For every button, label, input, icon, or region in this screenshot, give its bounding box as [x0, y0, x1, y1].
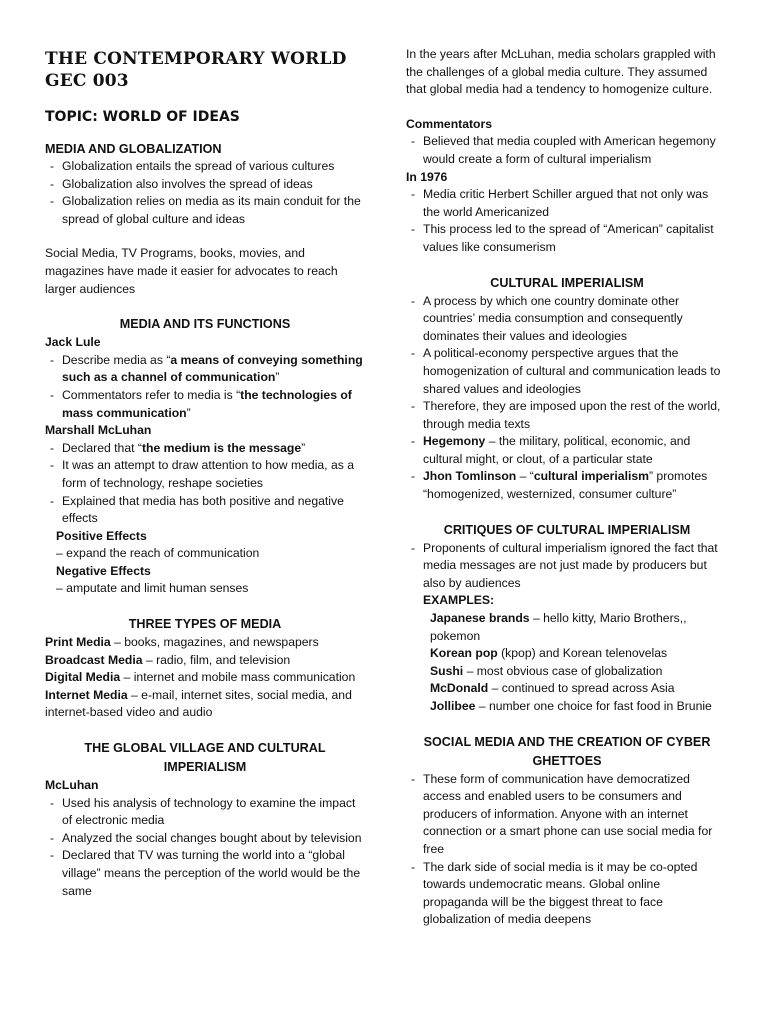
list-item: - Globalization entails the spread of various cultures: [45, 158, 365, 176]
list-item: - This process led to the spread of “American” capitalist values like consumerism: [406, 221, 728, 256]
list-item: - Media critic Herbert Schiller argued that not only was the world Americanized: [406, 186, 728, 221]
list-item: - Commentators refer to media is “the technologies of mass communication”: [45, 387, 365, 422]
example-japanese-brands: Japanese brands – hello kitty, Mario Brothers,, pokemon: [430, 611, 687, 643]
topic-heading: TOPIC: WORLD OF IDEAS: [45, 109, 240, 125]
in-1976-list: [406, 186, 728, 256]
author-jack-lule: Jack Lule: [45, 335, 101, 350]
example-korean-pop: Korean pop (kpop) and Korean telenovelas: [430, 646, 668, 661]
list-item: - Describe media as “a means of conveying something such as a channel of communication”: [45, 352, 365, 387]
section-heading-media-globalization: MEDIA AND GLOBALIZATION: [45, 142, 222, 156]
list-item: - Therefore, they are imposed upon the rest of the world, through media texts: [406, 398, 728, 433]
list-item: - Jhon Tomlinson – “cultural imperialism” promotes “homogenized, westernized, consumer culture”: [406, 468, 728, 503]
list-item: - Declared that “the medium is the message”: [45, 440, 365, 458]
digital-media: Digital Media – internet and mobile mass communication: [45, 670, 356, 685]
social-media-list: [406, 771, 728, 929]
list-item: - Analyzed the social changes bought about by television: [45, 830, 365, 848]
document-title: THE CONTEMPORARY WORLD GEC 003: [45, 49, 347, 91]
list-item: - The dark side of social media is it may be co-opted towards undemocratic means. Global online propaganda will be the biggest threat to face globalization of media deepens: [406, 859, 728, 929]
list-item: - Proponents of cultural imperialism ignored the fact that media messages are not just made by producers but also by audiences: [406, 540, 728, 593]
right-column: [406, 46, 728, 929]
example-mcdonald: McDonald – continued to spread across Asia: [430, 681, 675, 696]
section-heading-cultural-imperialism: CULTURAL IMPERIALISM: [490, 275, 644, 290]
positive-effects-text: – expand the reach of communication: [56, 546, 260, 561]
negative-effects-label: Negative Effects: [56, 563, 151, 578]
cultural-imperialism-list: [406, 293, 728, 504]
negative-effects-text: – amputate and limit human senses: [56, 581, 249, 596]
list-item: - These form of communication have democratized access and enabled users to be consumers and producers of information. Anyone with an internet connection or a smart phone can use social media for free: [406, 771, 728, 859]
intro-paragraph: In the years after McLuhan, media scholars grappled with the challenges of a global media culture. They assumed that global media had a tendency to homogenize culture.: [406, 47, 716, 97]
left-column: [45, 48, 365, 900]
list-item: - A political-economy perspective argues that the homogenization of cultural and communication leads to shared values and ideologies: [406, 345, 728, 398]
print-media: Print Media – books, magazines, and newspapers: [45, 635, 319, 650]
broadcast-media: Broadcast Media – radio, film, and television: [45, 652, 291, 667]
section-heading-media-functions: MEDIA AND ITS FUNCTIONS: [119, 317, 291, 332]
author-mcluhan: McLuhan: [45, 778, 99, 793]
list-item: - Believed that media coupled with American hegemony would create a form of cultural imperialism: [406, 133, 728, 168]
example-sushi: Sushi – most obvious case of globalization: [430, 663, 663, 678]
list-item: - Used his analysis of technology to examine the impact of electronic media: [45, 795, 365, 830]
mcluhan-list: [45, 440, 365, 528]
village-list: [45, 795, 365, 901]
commentators-list: [406, 133, 728, 168]
list-item: - Globalization also involves the spread of ideas: [45, 176, 365, 194]
media-globalization-list: [45, 158, 365, 228]
example-jollibee: Jollibee – number one choice for fast food in Brunie: [430, 699, 712, 713]
author-marshall-mcluhan: Marshall McLuhan: [45, 423, 152, 438]
in-1976-label: In 1976: [406, 169, 448, 184]
list-item: - Hegemony – the military, political, economic, and cultural might, or clout, of a particular state: [406, 433, 728, 468]
section-heading-types-of-media: THREE TYPES OF MEDIA: [128, 617, 282, 632]
internet-media: Internet Media – e-mail, internet sites, social media, and internet-based video and audio: [45, 687, 352, 720]
list-item: - Explained that media has both positive and negative effects: [45, 493, 365, 528]
section-heading-social-media: SOCIAL MEDIA AND THE CREATION OF CYBER GHETTOES: [423, 734, 711, 768]
section-heading-global-village: THE GLOBAL VILLAGE AND CULTURAL IMPERIALISM: [84, 741, 326, 775]
positive-effects-label: Positive Effects: [56, 528, 147, 543]
commentators-label: Commentators: [406, 116, 493, 131]
list-item: - Declared that TV was turning the world into a “global village” means the perception of the world would be the same: [45, 847, 365, 900]
list-item: - It was an attempt to draw attention to how media, as a form of technology, reshape societies: [45, 457, 365, 492]
lule-list: [45, 352, 365, 422]
critiques-list: [406, 540, 728, 593]
paragraph: Social Media, TV Programs, books, movies, and magazines have made it easier for advocates to reach larger audiences: [45, 246, 338, 296]
examples-label: EXAMPLES:: [423, 593, 495, 608]
list-item: - A process by which one country dominate other countries’ media consumption and consequently dominates their values and ideologies: [406, 293, 728, 346]
section-heading-critiques: CRITIQUES OF CULTURAL IMPERIALISM: [443, 522, 691, 537]
list-item: - Globalization relies on media as its main conduit for the spread of global culture and ideas: [45, 193, 365, 228]
